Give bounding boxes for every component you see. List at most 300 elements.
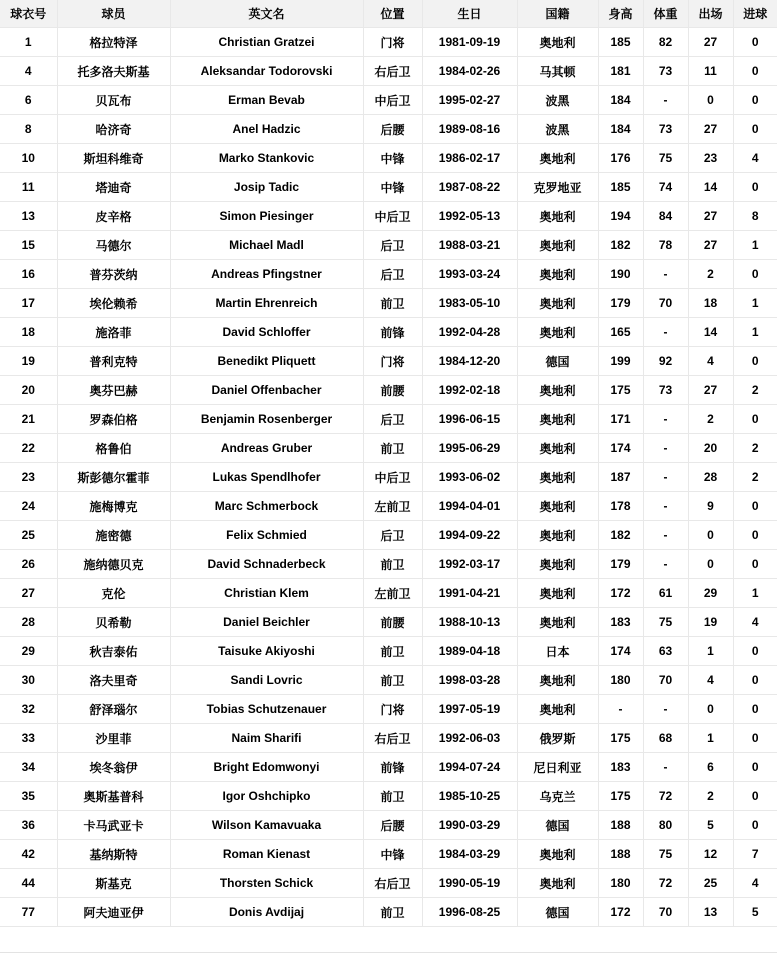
table-row [0, 289, 777, 318]
cell-english-name: Aleksandar Todorovski [170, 57, 363, 86]
table-row [0, 666, 777, 695]
cell-player-name: 克伦 [57, 579, 170, 608]
cell-birthday: 1989-04-18 [422, 637, 517, 666]
cell-nationality: 奥地利 [517, 434, 598, 463]
cell-birthday: 1988-03-21 [422, 231, 517, 260]
cell-goals: 0 [733, 811, 777, 840]
cell-jersey-number: 21 [0, 405, 57, 434]
cell-position: 右后卫 [363, 724, 422, 753]
header-row [0, 0, 777, 28]
cell-appearances: 27 [688, 376, 733, 405]
cell-height: 179 [598, 550, 643, 579]
cell-birthday: 1985-10-25 [422, 782, 517, 811]
cell-weight: 75 [643, 840, 688, 869]
cell-goals: 1 [733, 231, 777, 260]
cell-player-name: 格拉特泽 [57, 28, 170, 57]
cell-nationality: 德国 [517, 898, 598, 927]
cell-weight: 75 [643, 608, 688, 637]
cell-appearances: 2 [688, 782, 733, 811]
cell-weight: 63 [643, 637, 688, 666]
cell-nationality: 奥地利 [517, 608, 598, 637]
cell-english-name: Marko Stankovic [170, 144, 363, 173]
cell-appearances: 1 [688, 637, 733, 666]
cell-weight: 72 [643, 782, 688, 811]
cell-weight: 78 [643, 231, 688, 260]
cell-position: 后腰 [363, 811, 422, 840]
cell-player-name: 格鲁伯 [57, 434, 170, 463]
cell-birthday: 1992-03-17 [422, 550, 517, 579]
cell-birthday: 1990-05-19 [422, 869, 517, 898]
header-weight: 体重 [643, 0, 688, 28]
cell-nationality: 奥地利 [517, 260, 598, 289]
cell-position: 前卫 [363, 666, 422, 695]
cell-appearances: 18 [688, 289, 733, 318]
cell-height: 179 [598, 289, 643, 318]
cell-english-name: David Schloffer [170, 318, 363, 347]
cell-birthday: 1996-08-25 [422, 898, 517, 927]
table-row [0, 260, 777, 289]
cell-appearances: 14 [688, 173, 733, 202]
table-row [0, 724, 777, 753]
cell-birthday: 1992-02-18 [422, 376, 517, 405]
cell-nationality: 奥地利 [517, 405, 598, 434]
table-row [0, 608, 777, 637]
cell-jersey-number: 29 [0, 637, 57, 666]
cell-height: 165 [598, 318, 643, 347]
cell-height: 172 [598, 898, 643, 927]
table-row [0, 28, 777, 57]
cell-nationality: 奥地利 [517, 666, 598, 695]
cell-nationality: 奥地利 [517, 579, 598, 608]
cell-player-name: 普芬茨纳 [57, 260, 170, 289]
cell-player-name: 皮辛格 [57, 202, 170, 231]
cell-english-name: David Schnaderbeck [170, 550, 363, 579]
cell-jersey-number: 44 [0, 869, 57, 898]
table-row [0, 57, 777, 86]
table-row [0, 695, 777, 724]
cell-jersey-number: 6 [0, 86, 57, 115]
cell-weight: 84 [643, 202, 688, 231]
cell-weight: 70 [643, 898, 688, 927]
cell-position: 后卫 [363, 521, 422, 550]
cell-nationality: 奥地利 [517, 550, 598, 579]
table-row [0, 550, 777, 579]
cell-position: 前锋 [363, 753, 422, 782]
cell-player-name: 贝希勒 [57, 608, 170, 637]
cell-goals: 0 [733, 782, 777, 811]
cell-english-name: Bright Edomwonyi [170, 753, 363, 782]
header-jersey-number: 球衣号 [0, 0, 57, 28]
table-row [0, 637, 777, 666]
cell-player-name: 奥芬巴赫 [57, 376, 170, 405]
cell-goals: 8 [733, 202, 777, 231]
table-row [0, 579, 777, 608]
cell-position: 右后卫 [363, 57, 422, 86]
header-height: 身高 [598, 0, 643, 28]
header-nationality: 国籍 [517, 0, 598, 28]
cell-player-name: 卡马武亚卡 [57, 811, 170, 840]
cell-goals: 2 [733, 434, 777, 463]
cell-weight: - [643, 492, 688, 521]
cell-player-name: 施纳德贝克 [57, 550, 170, 579]
cell-birthday: 1994-09-22 [422, 521, 517, 550]
cell-jersey-number: 11 [0, 173, 57, 202]
bottom-divider [0, 952, 777, 953]
cell-appearances: 0 [688, 695, 733, 724]
cell-english-name: Anel Hadzic [170, 115, 363, 144]
cell-height: 184 [598, 86, 643, 115]
cell-nationality: 奥地利 [517, 318, 598, 347]
cell-player-name: 托多洛夫斯基 [57, 57, 170, 86]
cell-nationality: 波黑 [517, 115, 598, 144]
table-row [0, 202, 777, 231]
cell-english-name: Igor Oshchipko [170, 782, 363, 811]
header-goals: 进球 [733, 0, 777, 28]
cell-birthday: 1996-06-15 [422, 405, 517, 434]
table-row [0, 405, 777, 434]
cell-birthday: 1992-05-13 [422, 202, 517, 231]
cell-weight: 82 [643, 28, 688, 57]
cell-height: 172 [598, 579, 643, 608]
cell-birthday: 1983-05-10 [422, 289, 517, 318]
cell-player-name: 罗森伯格 [57, 405, 170, 434]
cell-weight: - [643, 318, 688, 347]
cell-position: 前卫 [363, 289, 422, 318]
cell-height: - [598, 695, 643, 724]
cell-player-name: 施洛菲 [57, 318, 170, 347]
cell-nationality: 尼日利亚 [517, 753, 598, 782]
cell-player-name: 斯基克 [57, 869, 170, 898]
cell-height: 188 [598, 840, 643, 869]
cell-weight: - [643, 86, 688, 115]
cell-english-name: Felix Schmied [170, 521, 363, 550]
cell-goals: 7 [733, 840, 777, 869]
cell-weight: 61 [643, 579, 688, 608]
cell-position: 左前卫 [363, 579, 422, 608]
header-position: 位置 [363, 0, 422, 28]
cell-appearances: 4 [688, 666, 733, 695]
cell-english-name: Simon Piesinger [170, 202, 363, 231]
cell-appearances: 2 [688, 260, 733, 289]
table-row [0, 318, 777, 347]
cell-position: 中后卫 [363, 463, 422, 492]
cell-goals: 1 [733, 289, 777, 318]
cell-position: 门将 [363, 347, 422, 376]
table-row [0, 434, 777, 463]
cell-height: 183 [598, 608, 643, 637]
cell-height: 175 [598, 376, 643, 405]
cell-height: 187 [598, 463, 643, 492]
cell-position: 左前卫 [363, 492, 422, 521]
cell-birthday: 1994-07-24 [422, 753, 517, 782]
cell-weight: 70 [643, 289, 688, 318]
cell-birthday: 1992-04-28 [422, 318, 517, 347]
cell-player-name: 奥斯基普科 [57, 782, 170, 811]
cell-height: 182 [598, 521, 643, 550]
cell-height: 178 [598, 492, 643, 521]
cell-nationality: 奥地利 [517, 202, 598, 231]
cell-jersey-number: 4 [0, 57, 57, 86]
cell-position: 后腰 [363, 115, 422, 144]
table-row [0, 811, 777, 840]
cell-weight: - [643, 260, 688, 289]
cell-goals: 0 [733, 173, 777, 202]
cell-english-name: Christian Klem [170, 579, 363, 608]
cell-jersey-number: 1 [0, 28, 57, 57]
cell-weight: 75 [643, 144, 688, 173]
table-row [0, 782, 777, 811]
table-row [0, 869, 777, 898]
cell-jersey-number: 30 [0, 666, 57, 695]
cell-goals: 0 [733, 724, 777, 753]
cell-appearances: 25 [688, 869, 733, 898]
cell-english-name: Wilson Kamavuaka [170, 811, 363, 840]
cell-nationality: 波黑 [517, 86, 598, 115]
cell-jersey-number: 26 [0, 550, 57, 579]
cell-player-name: 沙里菲 [57, 724, 170, 753]
cell-nationality: 奥地利 [517, 289, 598, 318]
cell-position: 前卫 [363, 782, 422, 811]
cell-goals: 0 [733, 28, 777, 57]
cell-goals: 0 [733, 695, 777, 724]
cell-appearances: 20 [688, 434, 733, 463]
cell-appearances: 27 [688, 202, 733, 231]
cell-height: 194 [598, 202, 643, 231]
cell-weight: 72 [643, 869, 688, 898]
cell-birthday: 1992-06-03 [422, 724, 517, 753]
cell-jersey-number: 15 [0, 231, 57, 260]
cell-position: 中锋 [363, 173, 422, 202]
cell-goals: 0 [733, 550, 777, 579]
cell-birthday: 1988-10-13 [422, 608, 517, 637]
cell-weight: 80 [643, 811, 688, 840]
cell-player-name: 斯彭德尔霍菲 [57, 463, 170, 492]
cell-position: 中锋 [363, 144, 422, 173]
cell-nationality: 奥地利 [517, 376, 598, 405]
cell-jersey-number: 10 [0, 144, 57, 173]
cell-player-name: 埃伦赖希 [57, 289, 170, 318]
cell-jersey-number: 22 [0, 434, 57, 463]
cell-appearances: 19 [688, 608, 733, 637]
cell-jersey-number: 33 [0, 724, 57, 753]
table-row [0, 115, 777, 144]
cell-jersey-number: 16 [0, 260, 57, 289]
cell-nationality: 奥地利 [517, 28, 598, 57]
cell-appearances: 29 [688, 579, 733, 608]
cell-position: 门将 [363, 28, 422, 57]
cell-position: 前卫 [363, 434, 422, 463]
table-row [0, 376, 777, 405]
cell-birthday: 1990-03-29 [422, 811, 517, 840]
cell-player-name: 施梅博克 [57, 492, 170, 521]
cell-birthday: 1995-02-27 [422, 86, 517, 115]
cell-english-name: Sandi Lovric [170, 666, 363, 695]
cell-position: 右后卫 [363, 869, 422, 898]
cell-goals: 4 [733, 869, 777, 898]
cell-goals: 2 [733, 376, 777, 405]
table-row [0, 492, 777, 521]
cell-goals: 4 [733, 608, 777, 637]
cell-position: 后卫 [363, 405, 422, 434]
cell-player-name: 马德尔 [57, 231, 170, 260]
cell-goals: 5 [733, 898, 777, 927]
cell-height: 190 [598, 260, 643, 289]
cell-appearances: 27 [688, 115, 733, 144]
cell-jersey-number: 17 [0, 289, 57, 318]
cell-birthday: 1989-08-16 [422, 115, 517, 144]
cell-jersey-number: 8 [0, 115, 57, 144]
table-row [0, 86, 777, 115]
cell-position: 门将 [363, 695, 422, 724]
cell-goals: 0 [733, 115, 777, 144]
header-birthday: 生日 [422, 0, 517, 28]
cell-player-name: 斯坦科维奇 [57, 144, 170, 173]
cell-nationality: 奥地利 [517, 144, 598, 173]
cell-appearances: 4 [688, 347, 733, 376]
cell-nationality: 俄罗斯 [517, 724, 598, 753]
header-english-name: 英文名 [170, 0, 363, 28]
cell-english-name: Josip Tadic [170, 173, 363, 202]
cell-position: 前卫 [363, 550, 422, 579]
cell-appearances: 6 [688, 753, 733, 782]
cell-english-name: Daniel Offenbacher [170, 376, 363, 405]
cell-position: 前腰 [363, 376, 422, 405]
table-row [0, 898, 777, 927]
cell-appearances: 2 [688, 405, 733, 434]
cell-player-name: 贝瓦布 [57, 86, 170, 115]
cell-weight: 92 [643, 347, 688, 376]
table-body [0, 28, 777, 927]
header-appearances: 出场 [688, 0, 733, 28]
cell-goals: 0 [733, 492, 777, 521]
cell-height: 183 [598, 753, 643, 782]
cell-weight: - [643, 550, 688, 579]
cell-appearances: 0 [688, 521, 733, 550]
cell-english-name: Tobias Schutzenauer [170, 695, 363, 724]
cell-weight: - [643, 463, 688, 492]
cell-weight: - [643, 434, 688, 463]
cell-jersey-number: 13 [0, 202, 57, 231]
table-row [0, 840, 777, 869]
cell-appearances: 27 [688, 28, 733, 57]
cell-jersey-number: 34 [0, 753, 57, 782]
table-row [0, 173, 777, 202]
cell-position: 后卫 [363, 231, 422, 260]
cell-jersey-number: 20 [0, 376, 57, 405]
cell-weight: - [643, 695, 688, 724]
cell-goals: 0 [733, 666, 777, 695]
cell-height: 176 [598, 144, 643, 173]
cell-weight: - [643, 753, 688, 782]
cell-nationality: 马其顿 [517, 57, 598, 86]
cell-appearances: 28 [688, 463, 733, 492]
cell-birthday: 1994-04-01 [422, 492, 517, 521]
cell-goals: 0 [733, 347, 777, 376]
cell-jersey-number: 25 [0, 521, 57, 550]
cell-birthday: 1993-03-24 [422, 260, 517, 289]
cell-english-name: Andreas Pfingstner [170, 260, 363, 289]
cell-position: 后卫 [363, 260, 422, 289]
cell-birthday: 1997-05-19 [422, 695, 517, 724]
cell-appearances: 0 [688, 86, 733, 115]
cell-goals: 1 [733, 579, 777, 608]
cell-player-name: 洛夫里奇 [57, 666, 170, 695]
cell-height: 185 [598, 28, 643, 57]
cell-nationality: 乌克兰 [517, 782, 598, 811]
cell-birthday: 1991-04-21 [422, 579, 517, 608]
cell-goals: 2 [733, 463, 777, 492]
cell-english-name: Michael Madl [170, 231, 363, 260]
cell-appearances: 11 [688, 57, 733, 86]
cell-weight: - [643, 521, 688, 550]
cell-english-name: Donis Avdijaj [170, 898, 363, 927]
cell-weight: 70 [643, 666, 688, 695]
cell-weight: 68 [643, 724, 688, 753]
cell-position: 中后卫 [363, 86, 422, 115]
cell-height: 185 [598, 173, 643, 202]
cell-nationality: 奥地利 [517, 521, 598, 550]
table-row [0, 231, 777, 260]
cell-player-name: 舒泽瑙尔 [57, 695, 170, 724]
cell-nationality: 德国 [517, 347, 598, 376]
cell-jersey-number: 32 [0, 695, 57, 724]
cell-appearances: 5 [688, 811, 733, 840]
cell-appearances: 23 [688, 144, 733, 173]
cell-english-name: Daniel Beichler [170, 608, 363, 637]
cell-appearances: 9 [688, 492, 733, 521]
cell-position: 前卫 [363, 898, 422, 927]
cell-birthday: 1984-02-26 [422, 57, 517, 86]
cell-height: 175 [598, 724, 643, 753]
cell-height: 174 [598, 637, 643, 666]
cell-jersey-number: 77 [0, 898, 57, 927]
cell-height: 171 [598, 405, 643, 434]
cell-english-name: Benjamin Rosenberger [170, 405, 363, 434]
cell-player-name: 塔迪奇 [57, 173, 170, 202]
cell-jersey-number: 42 [0, 840, 57, 869]
cell-nationality: 日本 [517, 637, 598, 666]
cell-nationality: 奥地利 [517, 463, 598, 492]
cell-weight: - [643, 405, 688, 434]
cell-goals: 0 [733, 86, 777, 115]
cell-appearances: 14 [688, 318, 733, 347]
cell-birthday: 1987-08-22 [422, 173, 517, 202]
cell-height: 182 [598, 231, 643, 260]
cell-appearances: 1 [688, 724, 733, 753]
cell-height: 180 [598, 869, 643, 898]
cell-birthday: 1993-06-02 [422, 463, 517, 492]
cell-height: 175 [598, 782, 643, 811]
cell-english-name: Andreas Gruber [170, 434, 363, 463]
cell-nationality: 奥地利 [517, 840, 598, 869]
cell-goals: 4 [733, 144, 777, 173]
cell-birthday: 1986-02-17 [422, 144, 517, 173]
cell-nationality: 奥地利 [517, 231, 598, 260]
cell-height: 174 [598, 434, 643, 463]
cell-jersey-number: 35 [0, 782, 57, 811]
cell-birthday: 1995-06-29 [422, 434, 517, 463]
cell-player-name: 阿夫迪亚伊 [57, 898, 170, 927]
cell-player-name: 施密德 [57, 521, 170, 550]
cell-birthday: 1984-03-29 [422, 840, 517, 869]
cell-appearances: 13 [688, 898, 733, 927]
cell-jersey-number: 18 [0, 318, 57, 347]
cell-goals: 1 [733, 318, 777, 347]
cell-english-name: Thorsten Schick [170, 869, 363, 898]
cell-player-name: 基纳斯特 [57, 840, 170, 869]
cell-jersey-number: 23 [0, 463, 57, 492]
cell-english-name: Erman Bevab [170, 86, 363, 115]
